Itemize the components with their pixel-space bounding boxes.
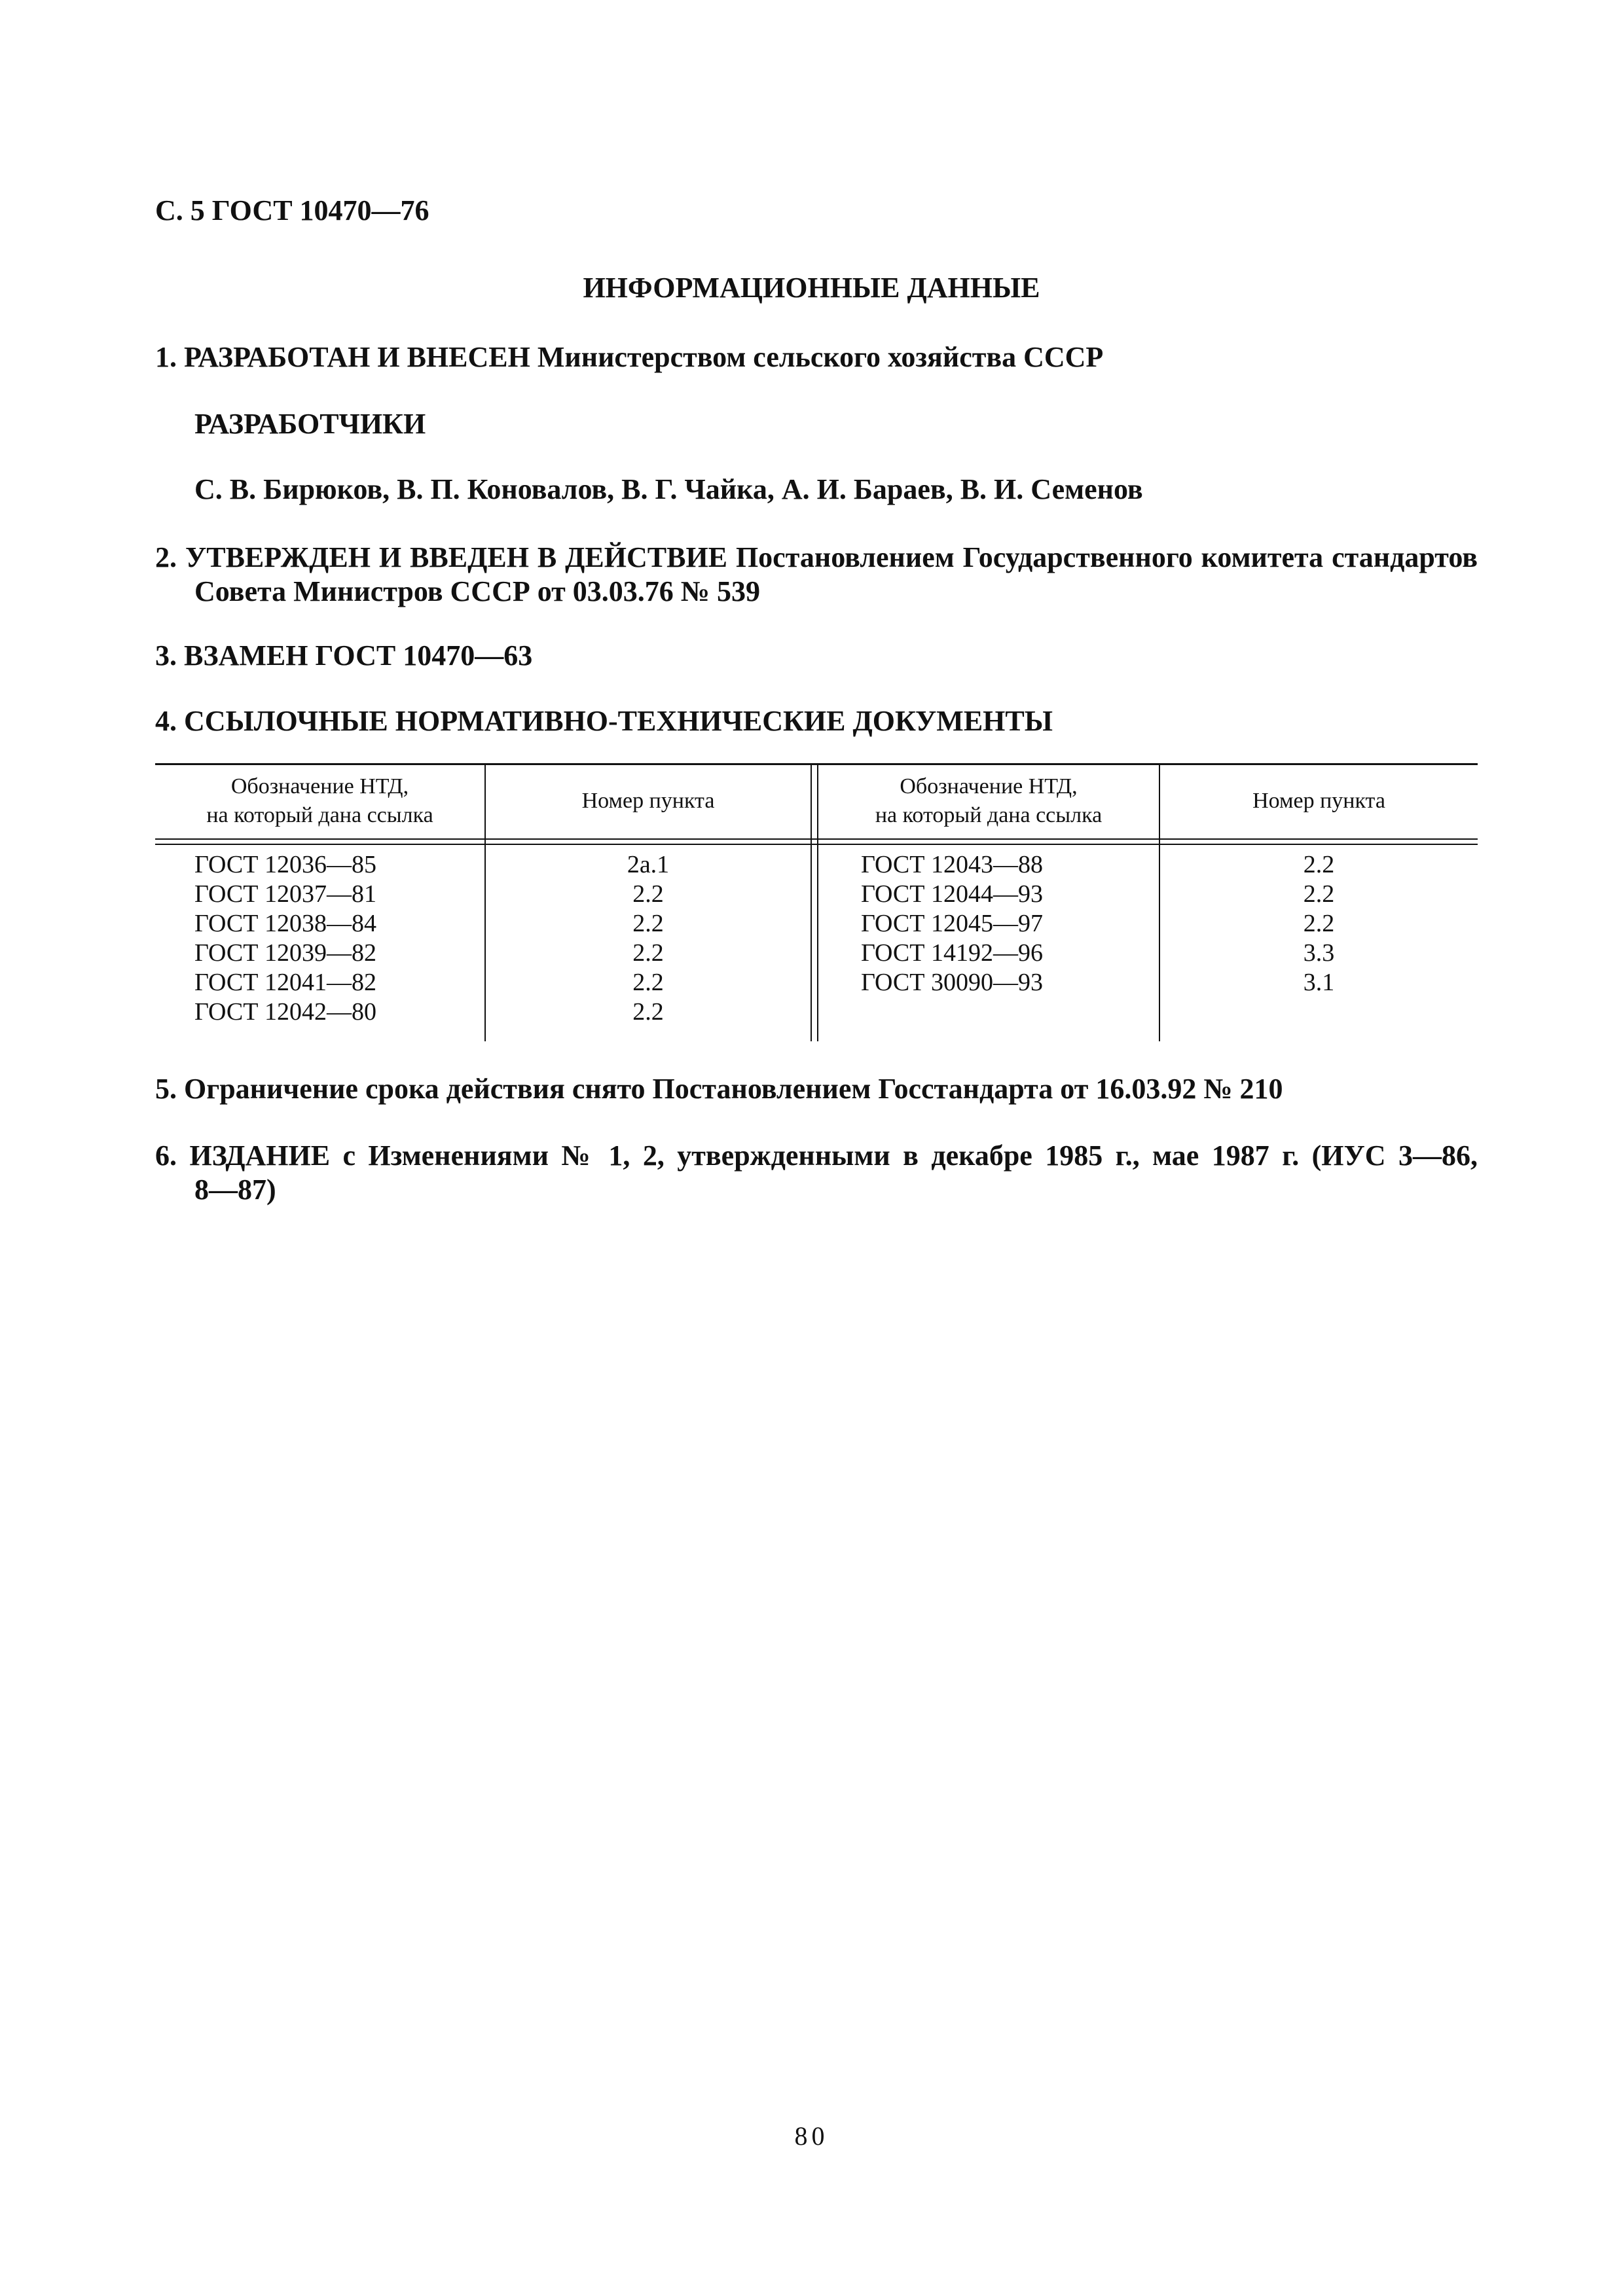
item-text-line-2: 8—87): [194, 1173, 276, 1206]
table-cell: ГОСТ 12041—82: [194, 969, 376, 996]
section-title: ИНФОРМАЦИОННЫЕ ДАННЫЕ: [583, 272, 1040, 304]
table-cell: ГОСТ 12044—93: [861, 880, 1043, 908]
table-header-point: Номер пункта: [1252, 789, 1385, 813]
item-3: [155, 639, 1478, 673]
item-text-line-2: Совета Министров СССР от 03.03.76 № 539: [194, 575, 760, 607]
table-header-rule-1: [155, 838, 1478, 840]
table-cell: ГОСТ 12043—88: [861, 851, 1043, 878]
table-cell: ГОСТ 30090—93: [861, 969, 1043, 996]
table-cell: 2.2: [632, 969, 664, 996]
table-cell: 2.2: [632, 910, 664, 937]
item-number: 5.: [155, 1073, 177, 1105]
item-text-line-1: [155, 541, 1478, 575]
developers-heading: РАЗРАБОТЧИКИ: [194, 408, 426, 440]
table-cell: ГОСТ 12038—84: [194, 910, 376, 937]
item-text: РАЗРАБОТАН И ВНЕСЕН Министерством сельского хозяйства СССР: [184, 341, 1104, 373]
item-text: УТВЕРЖДЕН И ВВЕДЕН В ДЕЙСТВИЕ Постановлением Государственного комитета стандартов: [185, 541, 1478, 573]
table-header-rule-2: [155, 844, 1478, 845]
table-cell: 2.2: [632, 998, 664, 1026]
page-number: 80: [794, 2121, 829, 2151]
table-header-doc: [155, 772, 484, 830]
table-cell: 2.2: [632, 939, 664, 967]
table-header-point: Номер пункта: [581, 789, 715, 813]
item-text: ССЫЛОЧНЫЕ НОРМАТИВНО-ТЕХНИЧЕСКИЕ ДОКУМЕНТЫ: [184, 705, 1053, 737]
right-doc-column: [861, 850, 1043, 997]
right-point-column: [1160, 850, 1478, 997]
item-1: [155, 340, 1478, 374]
item-2: [155, 541, 1478, 609]
table-cell: 3.3: [1303, 939, 1335, 967]
table-cell: 3.1: [1303, 969, 1335, 996]
item-number: 1.: [155, 341, 177, 373]
header-line: Обозначение НТД,: [900, 774, 1078, 798]
table-cell: ГОСТ 12036—85: [194, 851, 376, 878]
item-number: 4.: [155, 705, 177, 737]
table-cell: 2.2: [1303, 910, 1335, 937]
table-top-rule: [155, 763, 1478, 765]
table-cell: 2.2: [632, 880, 664, 908]
left-doc-column: [194, 850, 376, 1027]
header-line: на который дана ссылка: [206, 803, 433, 827]
item-5: [155, 1072, 1478, 1106]
header-line: Обозначение НТД,: [230, 774, 409, 798]
header-line: на который дана ссылка: [875, 803, 1103, 827]
references-table: [155, 763, 1478, 1041]
item-text-line-1: [155, 1139, 1478, 1173]
item-number: 2.: [155, 541, 177, 573]
left-point-column: [486, 850, 811, 1027]
item-number: 6.: [155, 1139, 177, 1172]
table-cell: 2.2: [1303, 851, 1335, 878]
table-cell: ГОСТ 12037—81: [194, 880, 376, 908]
item-4: [155, 704, 1478, 738]
item-text: ИЗДАНИЕ с Изменениями № 1, 2, утвержденными в декабре 1985 г., мае 1987 г. (ИУС 3—86,: [189, 1139, 1478, 1172]
table-cell: ГОСТ 12039—82: [194, 939, 376, 967]
table-cell: 2.2: [1303, 880, 1335, 908]
table-cell: ГОСТ 14192—96: [861, 939, 1043, 967]
table-cell: ГОСТ 12045—97: [861, 910, 1043, 937]
table-cell: 2а.1: [627, 851, 670, 878]
item-text: ВЗАМЕН ГОСТ 10470—63: [184, 639, 533, 672]
table-middle-divider: [811, 763, 812, 1041]
item-6: [155, 1139, 1478, 1207]
item-number: 3.: [155, 639, 177, 672]
developers-names: С. В. Бирюков, В. П. Коновалов, В. Г. Чайка, А. И. Бараев, В. И. Семенов: [194, 473, 1143, 505]
page-header: С. 5 ГОСТ 10470—76: [155, 194, 429, 226]
table-cell: ГОСТ 12042—80: [194, 998, 376, 1026]
item-text: Ограничение срока действия снято Постановлением Госстандарта от 16.03.92 № 210: [184, 1073, 1283, 1105]
table-header-doc: [818, 772, 1159, 830]
